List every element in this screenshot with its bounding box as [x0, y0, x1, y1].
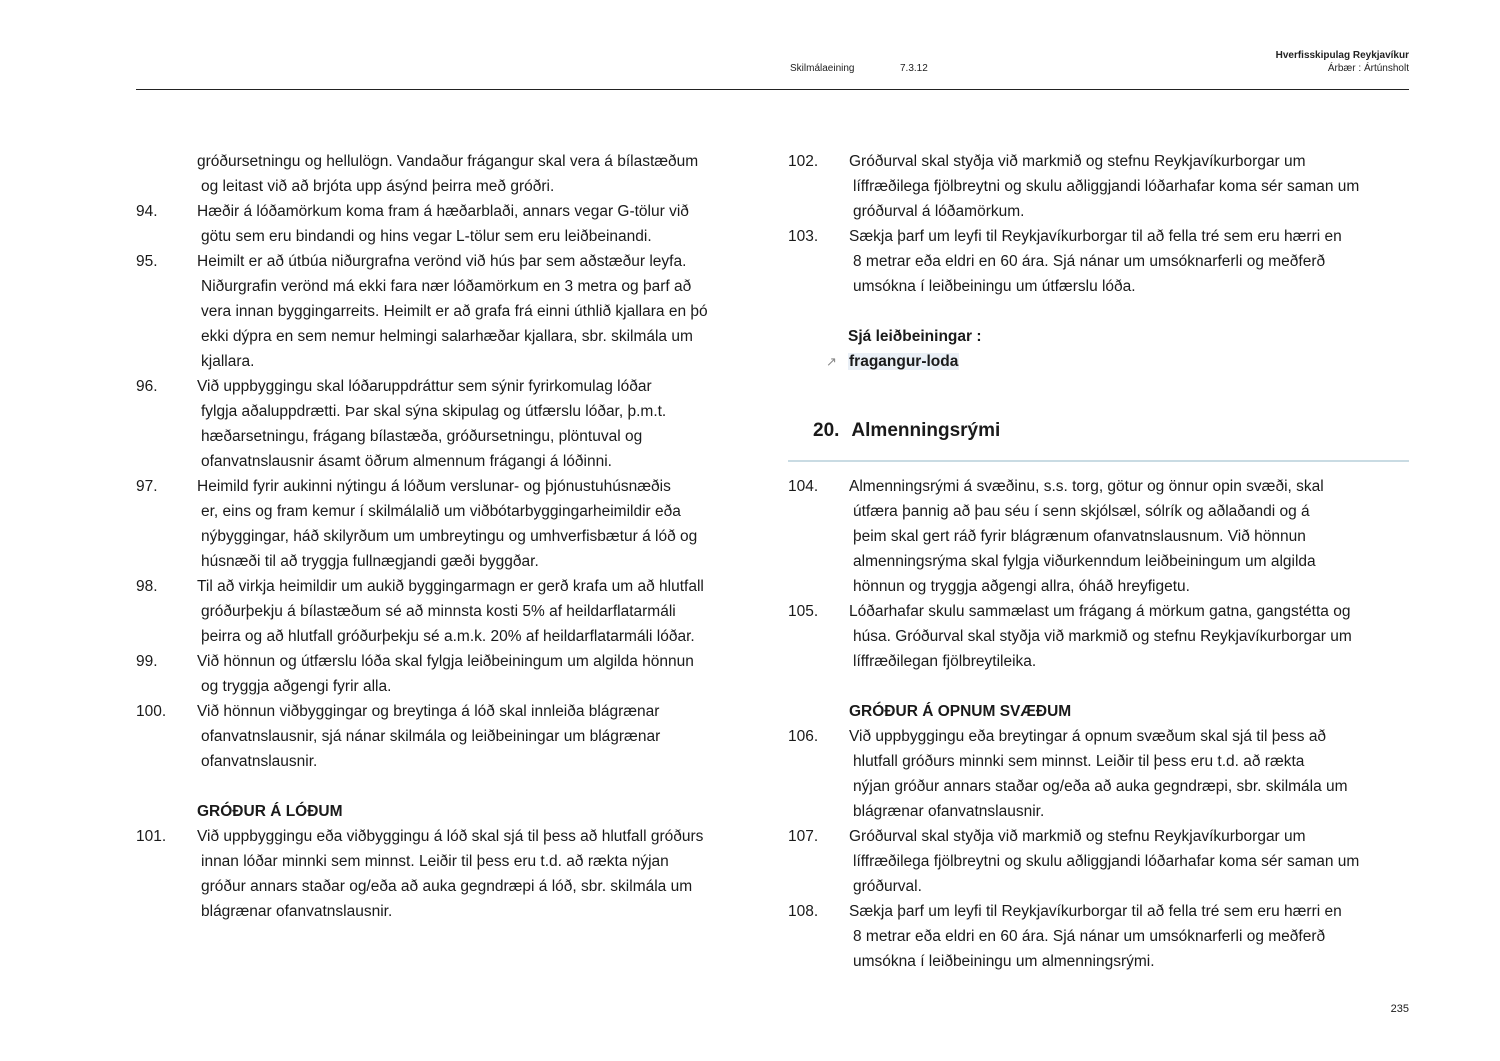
item-number: 96.: [136, 378, 158, 395]
text-line: blágrænar ofanvatnslausnir.: [201, 903, 393, 920]
text-line: gróðurval á lóðamörkum.: [853, 203, 1025, 220]
text-line: umsókna í leiðbeiningu um almenningsrými.: [853, 953, 1155, 970]
header-rule: [136, 89, 1409, 90]
right-column: [788, 149, 1409, 374]
text-line: 8 metrar eða eldri en 60 ára. Sjá nánar um umsóknarferli og meðferð: [853, 253, 1326, 270]
text-line: Við uppbyggingu skal lóðaruppdráttur sem sýnir fyrirkomulag lóðar: [197, 378, 652, 395]
list-item: [136, 574, 756, 649]
list-item: [788, 149, 1409, 224]
subheading: GRÓÐUR Á LÓÐUM: [197, 803, 343, 820]
item-number: 95.: [136, 253, 158, 270]
text-line: hönnun og tryggja aðgengi allra, óháð hreyfigetu.: [853, 578, 1190, 595]
text-line: Við uppbyggingu eða viðbyggingu á lóð skal sjá til þess að hlutfall gróðurs: [197, 828, 704, 845]
text-line: 8 metrar eða eldri en 60 ára. Sjá nánar um umsóknarferli og meðferð: [853, 928, 1326, 945]
item-number: 94.: [136, 203, 158, 220]
text-line: Sækja þarf um leyfi til Reykjavíkurborgar til að fella tré sem eru hærri en: [849, 903, 1342, 920]
left-column: [136, 149, 756, 924]
text-line: hlutfall gróðurs minnki sem minnst. Leiðir til þess eru t.d. að rækta: [853, 753, 1305, 770]
text-line: kjallara.: [201, 353, 255, 370]
text-line: ofanvatnslausnir ásamt öðrum almennum frágangi á lóðinni.: [201, 453, 612, 470]
right-column-lower: [788, 474, 1409, 974]
text-line: hæðarsetningu, frágang bílastæða, gróðursetningu, plöntuval og: [201, 428, 643, 445]
text-line: Almenningsrými á svæðinu, s.s. torg, götur og önnur opin svæði, skal: [849, 478, 1324, 495]
list-item: [788, 599, 1409, 674]
unit-number: 7.3.12: [900, 63, 928, 74]
list-item: [136, 199, 756, 249]
subheading: GRÓÐUR Á OPNUM SVÆÐUM: [849, 703, 1072, 720]
text-line: fylgja aðaluppdrætti. Þar skal sýna skipulag og útfærslu lóðar, þ.m.t.: [201, 403, 667, 420]
items-group: [136, 824, 756, 924]
text-line: Sækja þarf um leyfi til Reykjavíkurborgar til að fella tré sem eru hærri en: [849, 228, 1342, 245]
continuation-text: [197, 149, 756, 199]
unit-label: Skilmálaeining: [790, 63, 855, 74]
text-line: götu sem eru bindandi og hins vegar L-tölur sem eru leiðbeinandi.: [201, 228, 652, 245]
text-line: almenningsrýma skal fylgja viðurkenndum leiðbeiningum um algilda: [853, 553, 1316, 570]
list-item: [788, 224, 1409, 299]
text-line: og leitast við að brjóta upp ásýnd þeirra með gróðri.: [201, 178, 555, 195]
item-number: 97.: [136, 478, 158, 495]
section-heading: [813, 420, 1000, 442]
list-item: [788, 724, 1409, 824]
text-line: Við hönnun viðbyggingar og breytinga á lóð skal innleiða blágrænar: [197, 703, 660, 720]
text-line: Heimild fyrir aukinni nýtingu á lóðum verslunar- og þjónustuhúsnæðis: [197, 478, 671, 495]
section-number: 20.: [813, 420, 840, 441]
text-line: innan lóðar minnki sem minnst. Leiðir til þess eru t.d. að rækta nýjan: [201, 853, 669, 870]
items-group: [136, 199, 756, 774]
text-line: gróðurþekju á bílastæðum sé að minnsta kosti 5% af heildarflatarmáli: [201, 603, 676, 620]
item-number: 108.: [788, 903, 819, 920]
list-item: [788, 824, 1409, 899]
text-line: útfæra þannig að þau séu í senn skjólsæl, sólrík og aðlaðandi og á: [853, 503, 1310, 520]
item-number: 101.: [136, 828, 167, 845]
text-line: Niðurgrafin verönd má ekki fara nær lóðamörkum en 3 metra og þarf að: [201, 278, 692, 295]
item-number: 100.: [136, 703, 167, 720]
text-line: líffræðilega fjölbreytni og skulu aðliggjandi lóðarhafar koma sér saman um: [853, 853, 1360, 870]
items-group: [788, 149, 1409, 299]
text-line: ofanvatnslausnir.: [201, 753, 318, 770]
list-item: [136, 249, 756, 374]
list-item: [136, 474, 756, 574]
text-line: gróður annars staðar og/eða að auka gegndræpi á lóð, sbr. skilmála um: [201, 878, 693, 895]
external-link-arrow-icon: ↗: [826, 354, 837, 369]
guideline-link[interactable]: fragangur-loda: [849, 353, 959, 370]
text-line: Gróðurval skal styðja við markmið og stefnu Reykjavíkurborgar um: [849, 153, 1306, 170]
text-line: gróðursetningu og hellulögn. Vandaður frágangur skal vera á bílastæðum: [197, 153, 699, 170]
text-line: Heimilt er að útbúa niðurgrafna verönd við hús þar sem aðstæður leyfa.: [197, 253, 687, 270]
text-line: Lóðarhafar skulu sammælast um frágang á mörkum gatna, gangstétta og: [849, 603, 1351, 620]
plan-title: Hverfisskipulag Reykjavíkur: [1275, 50, 1409, 61]
list-item: [788, 474, 1409, 599]
list-item: [136, 699, 756, 774]
text-line: gróðurval.: [853, 878, 922, 895]
list-item: [136, 374, 756, 474]
section-title: Almenningsrými: [851, 420, 1001, 441]
see-guidelines-label: Sjá leiðbeiningar :: [848, 328, 982, 345]
text-line: og tryggja aðgengi fyrir alla.: [201, 678, 392, 695]
item-number: 107.: [788, 828, 819, 845]
text-line: ofanvatnslausnir, sjá nánar skilmála og leiðbeiningar um blágrænar: [201, 728, 661, 745]
list-item: [136, 649, 756, 699]
item-number: 106.: [788, 728, 819, 745]
text-line: Við uppbyggingu eða breytingar á opnum svæðum skal sjá til þess að: [849, 728, 1327, 745]
item-number: 104.: [788, 478, 819, 495]
text-line: nýjan gróður annars staðar og/eða að auka gegndræpi, sbr. skilmála um: [853, 778, 1348, 795]
area-name: Árbær : Ártúnsholt: [1327, 63, 1409, 74]
text-line: umsókna í leiðbeiningu um útfærslu lóða.: [853, 278, 1136, 295]
item-number: 102.: [788, 153, 819, 170]
list-item: [136, 824, 756, 924]
items-group: [788, 474, 1409, 674]
items-group: [788, 724, 1409, 974]
item-number: 103.: [788, 228, 819, 245]
list-item: [788, 899, 1409, 974]
text-line: vera innan byggingarreits. Heimilt er að grafa frá einni úthlið kjallara en þó: [201, 303, 708, 320]
item-number: 99.: [136, 653, 158, 670]
text-line: blágrænar ofanvatnslausnir.: [853, 803, 1045, 820]
text-line: nýbyggingar, háð skilyrðum um umbreytingu og umhverfisbætur á lóð og: [201, 528, 698, 545]
text-line: þeim skal gert ráð fyrir blágrænum ofanvatnslausnum. Við hönnun: [853, 528, 1306, 545]
text-line: þeirra og að hlutfall gróðurþekju sé a.m.k. 20% af heildarflatarmáli lóðar.: [201, 628, 695, 645]
item-number: 98.: [136, 578, 158, 595]
text-line: húsa. Gróðurval skal styðja við markmið og stefnu Reykjavíkurborgar um: [853, 628, 1352, 645]
text-line: líffræðilegan fjölbreytileika.: [853, 653, 1037, 670]
text-line: Hæðir á lóðamörkum koma fram á hæðarblaði, annars vegar G-tölur við: [197, 203, 689, 220]
text-line: ekki dýpra en sem nemur helmingi salarhæðar kjallara, sbr. skilmála um: [201, 328, 693, 345]
text-line: húsnæði til að tryggja fullnægjandi gæði byggðar.: [201, 553, 539, 570]
section-rule: [788, 460, 1409, 462]
text-line: Til að virkja heimildir um aukið byggingarmagn er gerð krafa um að hlutfall: [197, 578, 704, 595]
page-number: 235: [1390, 1003, 1409, 1015]
text-line: líffræðilega fjölbreytni og skulu aðliggjandi lóðarhafar koma sér saman um: [853, 178, 1360, 195]
text-line: Gróðurval skal styðja við markmið og stefnu Reykjavíkurborgar um: [849, 828, 1306, 845]
text-line: Við hönnun og útfærslu lóða skal fylgja leiðbeiningum um algilda hönnun: [197, 653, 694, 670]
text-line: er, eins og fram kemur í skilmálalið um viðbótarbyggingarheimildir eða: [201, 503, 681, 520]
item-number: 105.: [788, 603, 819, 620]
